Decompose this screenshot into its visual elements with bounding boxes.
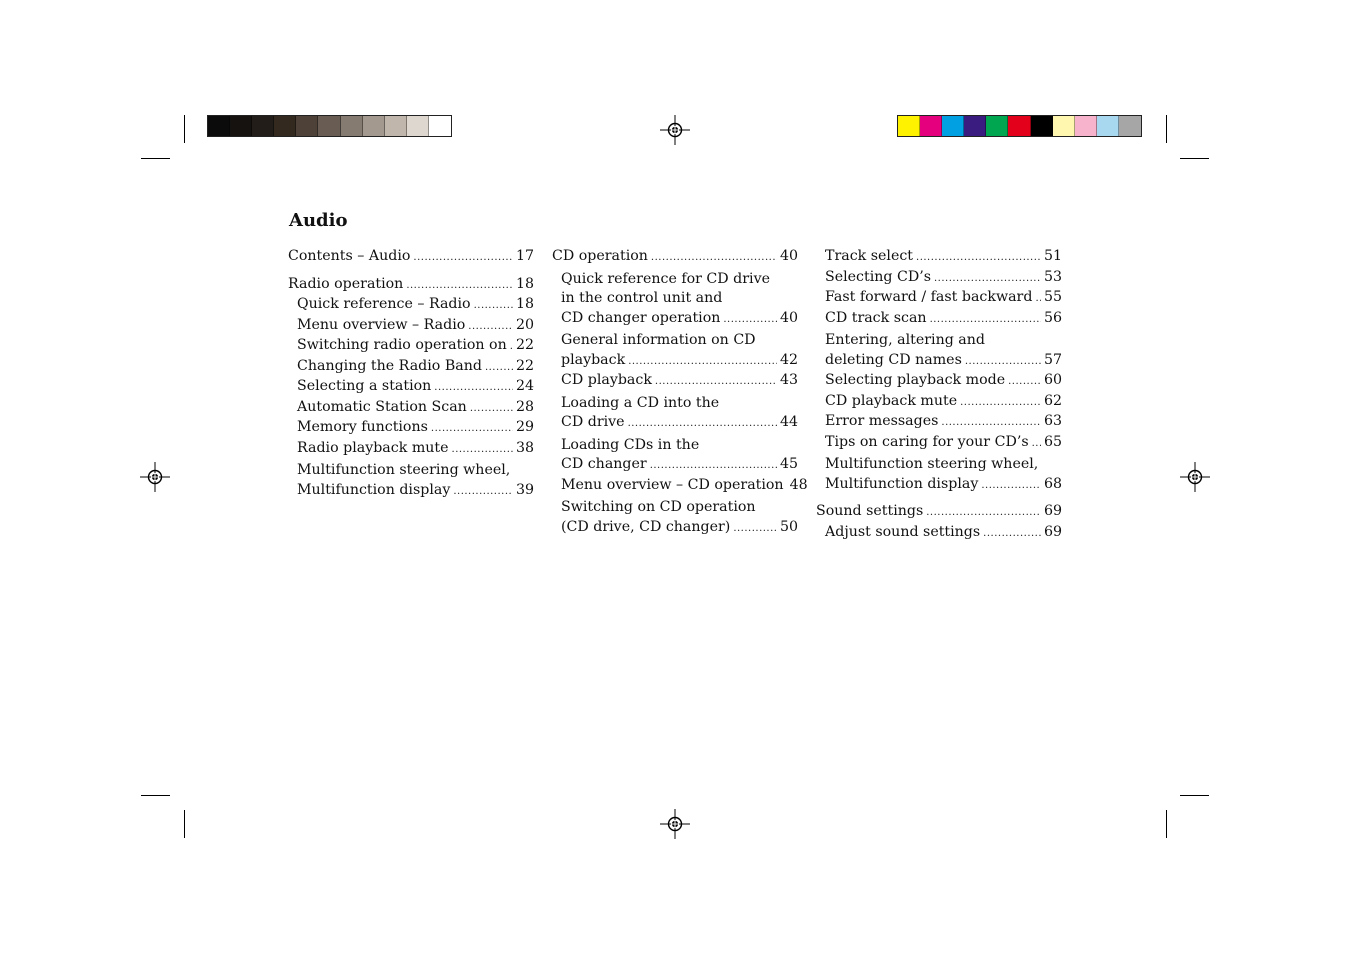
toc-entry[interactable]	[552, 371, 798, 392]
color-swatch	[1075, 116, 1097, 136]
toc-entry-page: 45	[779, 456, 798, 472]
toc-entry-page: 43	[779, 372, 798, 388]
toc-entry[interactable]	[552, 436, 798, 476]
toc-entry[interactable]	[552, 394, 798, 434]
toc-entry-title: Contents – Audio	[288, 248, 411, 264]
registration-mark-icon	[660, 115, 690, 145]
toc-entry-title: Multifunction display	[825, 475, 979, 492]
color-swatch	[208, 116, 230, 136]
color-swatch	[964, 116, 986, 136]
toc-entry-title: CD drive	[561, 414, 625, 430]
toc-entry[interactable]	[288, 439, 534, 460]
toc-entry[interactable]	[816, 371, 1062, 392]
color-swatch	[341, 116, 363, 136]
toc-entry-page: 51	[1043, 248, 1062, 264]
crop-mark-top-right-h	[1180, 158, 1209, 159]
leader-dots	[1035, 289, 1041, 309]
toc-entry[interactable]	[288, 398, 534, 419]
toc-entry-title: Radio operation	[288, 275, 404, 292]
registration-mark-icon	[140, 462, 170, 492]
leader-dots	[960, 393, 1041, 413]
toc-entry-title: CD playback	[561, 372, 652, 388]
toc-entry-page: 39	[515, 481, 534, 498]
registration-mark-icon	[1180, 462, 1210, 492]
toc-entry-title: CD changer	[561, 456, 647, 472]
leader-dots	[930, 310, 1041, 330]
toc-entry-title-line: Quick reference for CD drive	[561, 270, 770, 287]
leader-dots	[941, 413, 1041, 433]
leader-dots	[651, 248, 777, 268]
toc-entry[interactable]	[288, 336, 534, 357]
toc-entry-page: 68	[1043, 475, 1062, 492]
crop-mark-top-right-v	[1166, 115, 1167, 143]
color-swatch	[429, 116, 451, 136]
color-swatch	[363, 116, 385, 136]
leader-dots	[474, 296, 513, 316]
toc-column-2	[552, 247, 808, 538]
leader-dots	[1008, 372, 1041, 392]
toc-entry[interactable]	[288, 295, 534, 316]
toc-entry-page: 69	[1043, 523, 1062, 540]
color-swatch	[1031, 116, 1053, 136]
color-swatch	[1097, 116, 1119, 136]
toc-entry-title-line: Loading CDs in the	[561, 436, 700, 453]
toc-entry-title: CD changer operation	[561, 309, 721, 326]
toc-entry-page: 22	[515, 357, 534, 374]
toc-entry-title: (CD drive, CD changer)	[561, 518, 731, 535]
toc-entry-title: deleting CD names	[825, 351, 962, 368]
leader-dots	[733, 519, 777, 539]
crop-mark-top-left-h	[141, 158, 170, 159]
crop-mark-top-left-v	[184, 115, 185, 143]
toc-entry-title: CD playback mute	[825, 392, 958, 409]
color-swatch	[986, 116, 1008, 136]
toc-entry-title-line: Entering, altering and	[825, 332, 985, 348]
crop-mark-bottom-right-h	[1180, 795, 1209, 796]
toc-entry-page: 56	[1043, 309, 1062, 326]
toc-entry-page: 65	[1043, 433, 1062, 450]
toc-entry[interactable]	[552, 270, 798, 330]
toc-entry-title-line: Multifunction steering wheel,	[297, 462, 511, 478]
leader-dots	[723, 310, 777, 330]
toc-entry[interactable]	[816, 502, 1062, 523]
color-swatch	[385, 116, 407, 136]
toc-entry-page: 18	[515, 275, 534, 292]
toc-entry-title: Tips on caring for your CD’s	[825, 433, 1029, 450]
toc-entry-title: Changing the Radio Band	[297, 357, 482, 374]
leader-dots	[431, 419, 513, 439]
leader-dots	[926, 503, 1041, 523]
toc-entry-title: Memory functions	[297, 419, 428, 435]
toc-entry-page: 69	[1043, 503, 1062, 519]
toc-entry[interactable]	[816, 331, 1062, 371]
toc-entry[interactable]	[816, 433, 1062, 454]
toc-column-1	[288, 247, 534, 501]
leader-dots	[934, 269, 1041, 289]
leader-dots	[981, 476, 1041, 496]
toc-entry-page: 22	[515, 337, 534, 353]
color-swatch	[1119, 116, 1141, 136]
color-swatch	[296, 116, 318, 136]
leader-dots	[655, 372, 777, 392]
toc-entry-page: 57	[1043, 351, 1062, 368]
toc-entry[interactable]	[288, 357, 534, 378]
leader-dots	[650, 456, 777, 476]
color-swatch	[252, 116, 274, 136]
toc-entry-title: Quick reference – Radio	[297, 296, 471, 312]
toc-entry-title: CD track scan	[825, 309, 927, 326]
color-swatch	[1053, 116, 1075, 136]
toc-entry[interactable]	[816, 309, 1062, 330]
toc-column-3	[816, 247, 1062, 543]
leader-dots	[470, 399, 513, 419]
toc-entry-title: Switching radio operation on	[297, 337, 507, 353]
toc-entry-page: 20	[515, 316, 534, 333]
color-swatch	[407, 116, 429, 136]
toc-entry-page: 18	[515, 296, 534, 312]
toc-entry-title: Fast forward / fast backward	[825, 289, 1033, 305]
crop-mark-bottom-left-h	[141, 795, 170, 796]
toc-entry-page: 40	[779, 248, 798, 264]
toc-entry-page: 40	[779, 309, 798, 326]
toc-entry-page: 42	[779, 351, 798, 368]
leader-dots	[406, 276, 513, 296]
toc-entry[interactable]	[552, 498, 798, 538]
toc-entry-title: CD operation	[552, 248, 648, 264]
toc-entry-title: Multifunction display	[297, 481, 451, 498]
toc-entry-title: Menu overview – CD operation	[561, 476, 784, 493]
toc-entry-title-line: General information on CD	[561, 332, 756, 348]
leader-dots	[628, 414, 777, 434]
toc-entry[interactable]	[816, 288, 1062, 309]
toc-entry[interactable]	[816, 455, 1062, 495]
toc-entry-title: Selecting CD’s	[825, 268, 931, 285]
toc-entry-page: 44	[779, 414, 798, 430]
toc-entry[interactable]	[816, 412, 1062, 433]
toc-entry-title: Menu overview – Radio	[297, 316, 466, 333]
color-swatch	[274, 116, 296, 136]
toc-entry[interactable]	[288, 418, 534, 439]
toc-entry-title: Track select	[825, 248, 914, 264]
toc-entry-page: 50	[779, 518, 798, 535]
toc-entry[interactable]	[288, 377, 534, 398]
toc-entry-title: playback	[561, 351, 626, 368]
leader-dots	[965, 352, 1041, 372]
toc-entry[interactable]	[816, 247, 1062, 268]
toc-entry[interactable]	[552, 247, 798, 268]
toc-entry-title-line: in the control unit and	[561, 290, 723, 306]
leader-dots	[510, 337, 513, 357]
toc-entry-page: 53	[1043, 268, 1062, 285]
leader-dots	[452, 440, 513, 460]
toc-entry-title: Error messages	[825, 413, 939, 429]
toc-entry-title: Adjust sound settings	[825, 523, 981, 540]
toc-entry-page: 62	[1043, 392, 1062, 409]
toc-entry-page: 60	[1043, 372, 1062, 388]
leader-dots	[468, 317, 513, 337]
leader-dots	[413, 248, 513, 268]
toc-entry-page: 63	[1043, 413, 1062, 429]
registration-mark-icon	[660, 809, 690, 839]
crop-mark-bottom-right-v	[1166, 810, 1167, 838]
color-swatch	[942, 116, 964, 136]
page-title: Audio	[289, 210, 348, 231]
color-swatch	[898, 116, 920, 136]
leader-dots	[916, 248, 1041, 268]
leader-dots	[1032, 434, 1041, 454]
toc-entry-page: 48	[789, 476, 808, 493]
grayscale-calibration-bar	[207, 115, 452, 137]
toc-entry[interactable]	[552, 331, 798, 371]
toc-entry-page: 28	[515, 398, 534, 415]
toc-entry-title: Selecting playback mode	[825, 372, 1006, 388]
toc-entry-title: Sound settings	[816, 503, 924, 519]
toc-entry-title-line: Multifunction steering wheel,	[825, 456, 1039, 472]
toc-entry[interactable]	[816, 523, 1062, 544]
toc-entry-page: 29	[515, 419, 534, 435]
toc-entry-page: 55	[1043, 289, 1062, 305]
color-swatch	[230, 116, 252, 136]
toc-entry-title-line: Loading a CD into the	[561, 394, 720, 411]
toc-entry-page: 24	[515, 378, 534, 394]
toc-entry-title: Automatic Station Scan	[297, 398, 467, 415]
toc-entry-page: 38	[515, 439, 534, 456]
leader-dots	[628, 352, 777, 372]
leader-dots	[983, 524, 1041, 544]
toc-entry[interactable]	[552, 476, 808, 497]
leader-dots	[434, 378, 513, 398]
crop-mark-bottom-left-v	[184, 810, 185, 838]
toc-entry-page: 17	[515, 248, 534, 264]
leader-dots	[485, 358, 513, 378]
toc-entry[interactable]	[288, 316, 534, 337]
toc-entry[interactable]	[816, 392, 1062, 413]
color-swatch	[1008, 116, 1030, 136]
toc-entry[interactable]	[288, 275, 534, 296]
color-swatch	[318, 116, 340, 136]
color-calibration-bar	[897, 115, 1142, 137]
toc-entry[interactable]	[288, 247, 534, 268]
toc-entry[interactable]	[816, 268, 1062, 289]
toc-entry-title: Selecting a station	[297, 378, 432, 394]
toc-entry[interactable]	[288, 461, 534, 501]
leader-dots	[453, 482, 513, 502]
toc-entry-title-line: Switching on CD operation	[561, 499, 756, 515]
toc-entry-title: Radio playback mute	[297, 439, 449, 456]
color-swatch	[920, 116, 942, 136]
